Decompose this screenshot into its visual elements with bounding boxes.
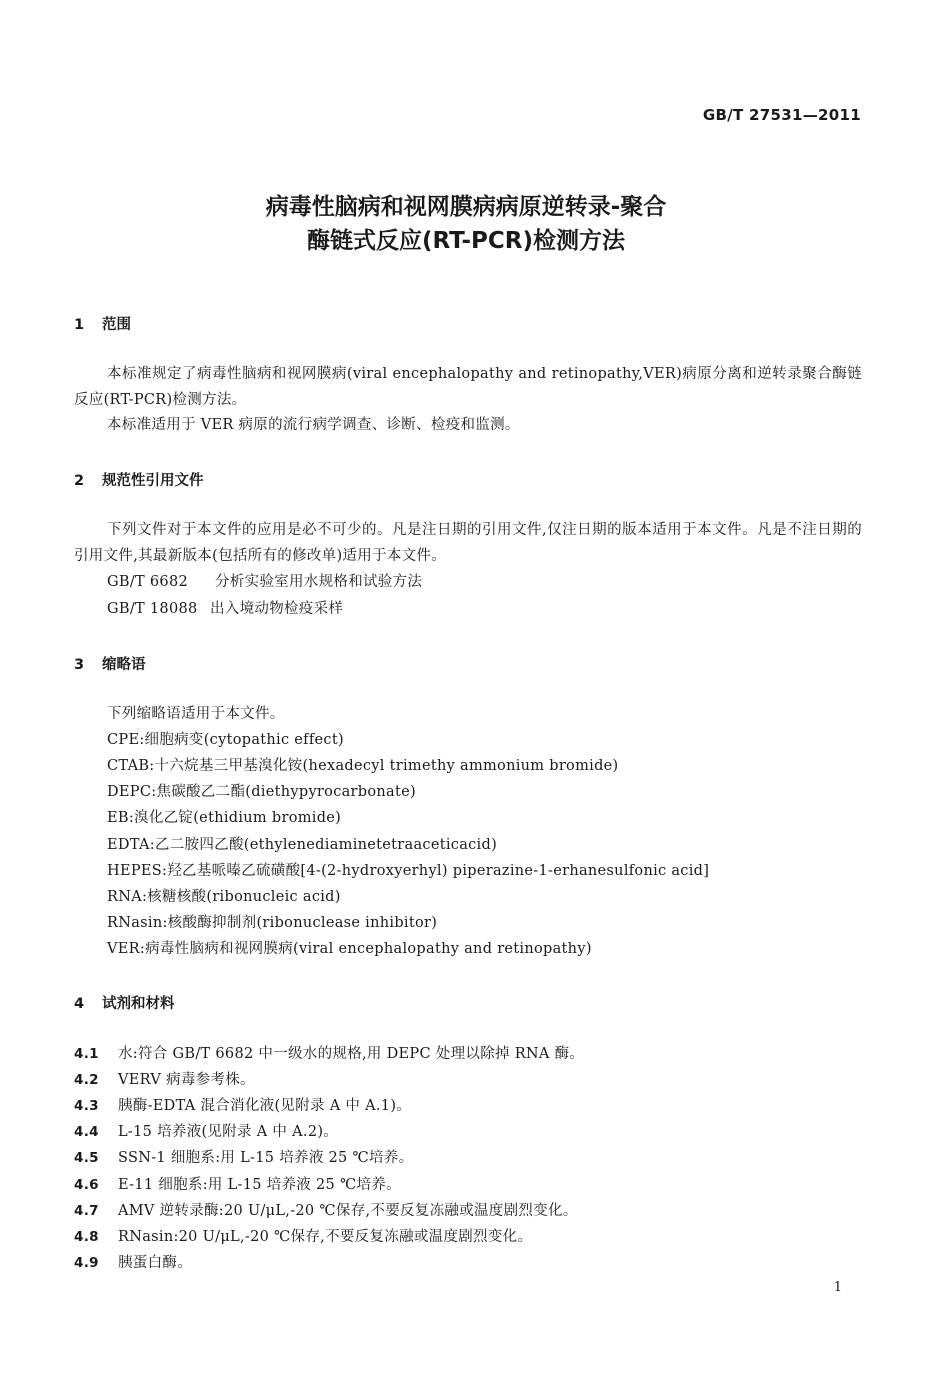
reference-item bbox=[107, 570, 422, 591]
section-title: 试剂和材料 bbox=[102, 996, 175, 1012]
item-text: SSN-1 细胞系:用 L-15 培养液 25 ℃培养。 bbox=[118, 1150, 414, 1166]
section-4-heading bbox=[74, 992, 175, 1013]
item-text: 胰酶-EDTA 混合消化液(见附录 A 中 A.1)。 bbox=[118, 1098, 412, 1114]
title-line-1: 病毒性脑病和视网膜病病原逆转录-聚合 bbox=[265, 194, 667, 220]
section-number: 1 bbox=[74, 317, 85, 333]
reagent-item bbox=[74, 1094, 411, 1115]
reagent-item bbox=[74, 1225, 532, 1246]
item-number: 4.1 bbox=[74, 1046, 99, 1062]
section-number: 4 bbox=[74, 996, 85, 1012]
item-text: 水:符合 GB/T 6682 中一级水的规格,用 DEPC 处理以除掉 RNA 酶。 bbox=[118, 1046, 585, 1062]
section-1-heading bbox=[74, 313, 131, 334]
page-number: 1 bbox=[833, 1280, 842, 1295]
section-number: 3 bbox=[74, 657, 85, 673]
item-text: 胰蛋白酶。 bbox=[118, 1255, 192, 1271]
item-number: 4.5 bbox=[74, 1150, 99, 1166]
reagent-item bbox=[74, 1068, 255, 1089]
document-title bbox=[0, 190, 932, 258]
section-title: 缩略语 bbox=[102, 657, 146, 673]
abbreviation-item: RNasin:核酸酶抑制剂(ribonuclease inhibitor) bbox=[107, 915, 438, 931]
abbreviation-item: CTAB:十六烷基三甲基溴化铵(hexadecyl trimethy ammonium bromide) bbox=[107, 758, 619, 774]
abbreviation-item: RNA:核糖核酸(ribonucleic acid) bbox=[107, 889, 341, 905]
abbreviation-item: EDTA:乙二胺四乙酸(ethylenediaminetetraaceticacid) bbox=[107, 837, 498, 853]
reagent-item bbox=[74, 1146, 413, 1167]
section-3-heading bbox=[74, 653, 146, 674]
abbreviation-item: HEPES:羟乙基哌嗪乙硫磺酸[4-(2-hydroxyerhyl) piperazine-1-erhanesulfonic acid] bbox=[107, 863, 710, 879]
section-2-heading bbox=[74, 469, 204, 490]
reagent-item bbox=[74, 1042, 584, 1063]
item-number: 4.7 bbox=[74, 1203, 99, 1219]
item-text: VERV 病毒参考株。 bbox=[118, 1072, 255, 1088]
section-1-paragraph-1: 本标准规定了病毒性脑病和视网膜病(viral encephalopathy and retinopathy,VER)病原分离和逆转录聚合酶链反应(RT-PCR)检测方法。 bbox=[74, 366, 862, 408]
reagent-item bbox=[74, 1199, 578, 1220]
abbreviation-item: EB:溴化乙锭(ethidium bromide) bbox=[107, 810, 342, 826]
abbreviation-item: DEPC:焦碳酸乙二酯(diethypyrocarbonate) bbox=[107, 784, 416, 800]
item-text: RNasin:20 U/μL,-20 ℃保存,不要反复冻融或温度剧烈变化。 bbox=[118, 1229, 533, 1245]
reference-code: GB/T 18088 bbox=[107, 601, 198, 617]
abbreviation-item: CPE:细胞病变(cytopathic effect) bbox=[107, 732, 344, 748]
reagent-item bbox=[74, 1251, 192, 1272]
section-title: 范围 bbox=[102, 317, 131, 333]
reference-title: 出入境动物检疫采样 bbox=[210, 601, 344, 617]
section-2-paragraph-1: 下列文件对于本文件的应用是必不可少的。凡是注日期的引用文件,仅注日期的版本适用于本文件。凡是不注日期的引用文件,其最新版本(包括所有的修改单)适用于本文件。 bbox=[74, 522, 862, 564]
item-number: 4.9 bbox=[74, 1255, 99, 1271]
section-number: 2 bbox=[74, 473, 85, 489]
reference-title: 分析实验室用水规格和试验方法 bbox=[215, 574, 423, 590]
abbreviations-intro: 下列缩略语适用于本文件。 bbox=[107, 706, 285, 722]
abbreviation-item: VER:病毒性脑病和视网膜病(viral encephalopathy and retinopathy) bbox=[107, 941, 592, 957]
item-number: 4.4 bbox=[74, 1124, 99, 1140]
reference-code: GB/T 6682 bbox=[107, 574, 189, 590]
reference-item bbox=[107, 597, 343, 618]
item-number: 4.3 bbox=[74, 1098, 99, 1114]
item-number: 4.2 bbox=[74, 1072, 99, 1088]
item-text: E-11 细胞系:用 L-15 培养液 25 ℃培养。 bbox=[118, 1177, 401, 1193]
item-text: L-15 培养液(见附录 A 中 A.2)。 bbox=[118, 1124, 339, 1140]
section-1-paragraph-2: 本标准适用于 VER 病原的流行病学调查、诊断、检疫和监测。 bbox=[107, 417, 520, 433]
reagent-item bbox=[74, 1173, 401, 1194]
item-text: AMV 逆转录酶:20 U/μL,-20 ℃保存,不要反复冻融或温度剧烈变化。 bbox=[118, 1203, 578, 1219]
section-title: 规范性引用文件 bbox=[102, 473, 204, 489]
item-number: 4.8 bbox=[74, 1229, 99, 1245]
item-number: 4.6 bbox=[74, 1177, 99, 1193]
reagent-item bbox=[74, 1120, 338, 1141]
title-line-2: 酶链式反应(RT-PCR)检测方法 bbox=[306, 228, 625, 254]
standard-code: GB/T 27531—2011 bbox=[702, 106, 861, 124]
